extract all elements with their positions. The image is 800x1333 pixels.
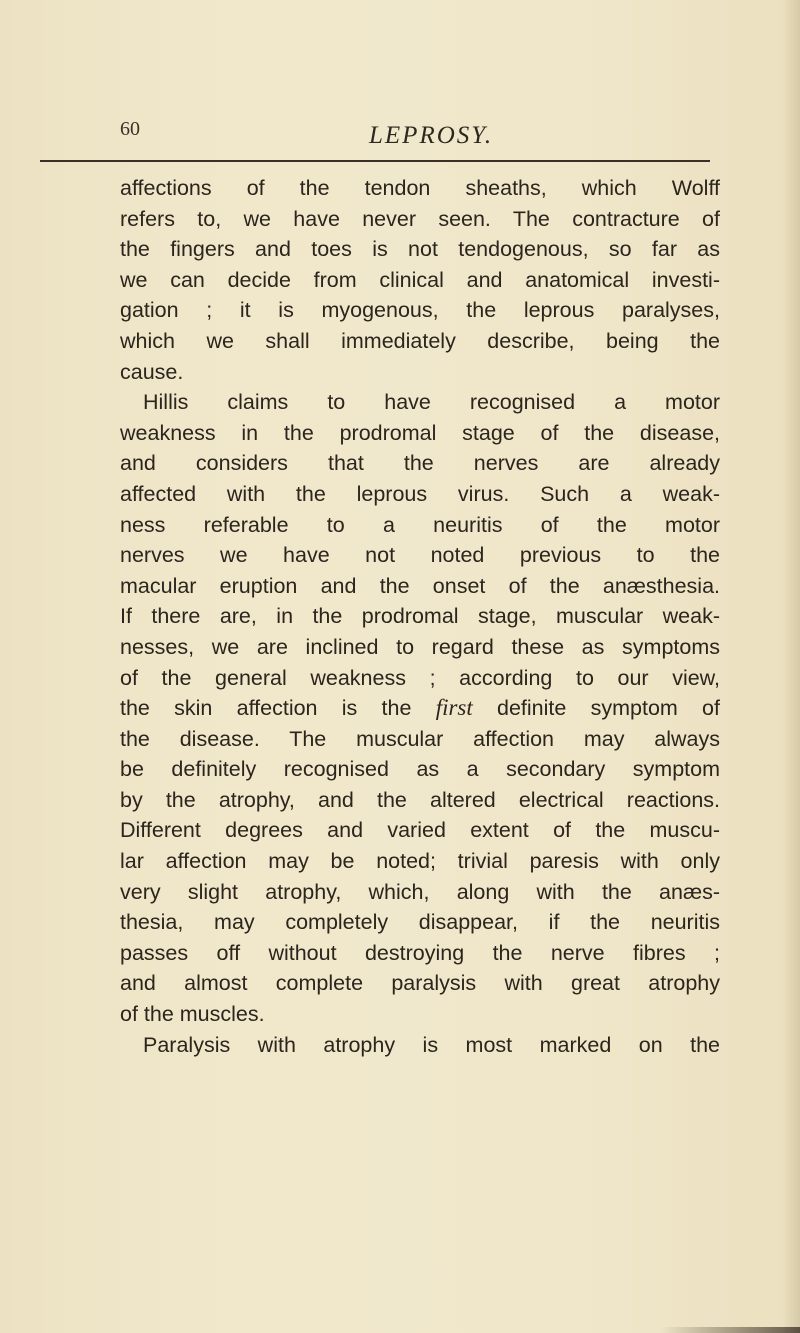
text-line: affections of the tendon sheaths, which Wolff — [120, 176, 720, 200]
text-line: If there are, in the prodromal stage, muscular weak- — [120, 604, 720, 629]
running-title: LEPROSY. — [369, 122, 494, 149]
text-line: ness referable to a neuritis of the motor — [120, 512, 720, 537]
emphasized-word: first — [435, 695, 473, 721]
page-number: 60 — [120, 118, 140, 140]
text-line: macular eruption and the onset of the anæsthesia. — [120, 573, 720, 598]
text-line: which we shall immediately describe, being the — [120, 328, 720, 353]
paragraph-start-line: Paralysis with atrophy is most marked on the — [143, 1032, 720, 1057]
text-line: Different degrees and varied extent of the muscu- — [120, 818, 720, 843]
page-bottom-edge-mark — [660, 1327, 800, 1333]
text-line: nerves we have not noted previous to the — [120, 543, 720, 568]
text-line: of the muscles. — [120, 1002, 265, 1027]
text-line: passes off without destroying the nerve fibres ; — [120, 940, 720, 965]
text-line: by the atrophy, and the altered electrical reactions. — [120, 787, 720, 812]
header-rule — [40, 160, 710, 162]
text-line: cause. — [120, 359, 184, 384]
text-line: very slight atrophy, which, along with the anæs- — [120, 879, 720, 904]
text-line: and considers that the nerves are already — [120, 451, 720, 476]
text-line: be definitely recognised as a secondary symptom — [120, 757, 720, 782]
text-segment: definite symptom of — [472, 696, 720, 721]
paragraph-start-line: Hillis claims to have recognised a motor — [143, 390, 720, 415]
text-line: nesses, we are inclined to regard these as symptoms — [120, 634, 720, 659]
text-line: we can decide from clinical and anatomical investi- — [120, 267, 720, 292]
text-line: thesia, may completely disappear, if the neuritis — [120, 910, 720, 935]
text-line: of the general weakness ; according to our view, — [120, 665, 720, 690]
text-line: refers to, we have never seen. The contracture of — [120, 206, 720, 231]
text-line-with-emphasis — [120, 693, 720, 724]
page-edge-shadow — [782, 0, 800, 1333]
body-text — [120, 173, 720, 1060]
text-line: gation ; it is myogenous, the leprous paralyses, — [120, 298, 720, 323]
text-line: affected with the leprous virus. Such a weak- — [120, 481, 720, 506]
text-segment: the skin affection is the — [120, 696, 436, 721]
text-line: the disease. The muscular affection may always — [120, 726, 720, 751]
text-line: and almost complete paralysis with great atrophy — [120, 971, 720, 996]
text-line: lar affection may be noted; trivial paresis with only — [120, 849, 720, 874]
text-line: the fingers and toes is not tendogenous, so far as — [120, 237, 720, 262]
text-line: weakness in the prodromal stage of the disease, — [120, 420, 720, 445]
